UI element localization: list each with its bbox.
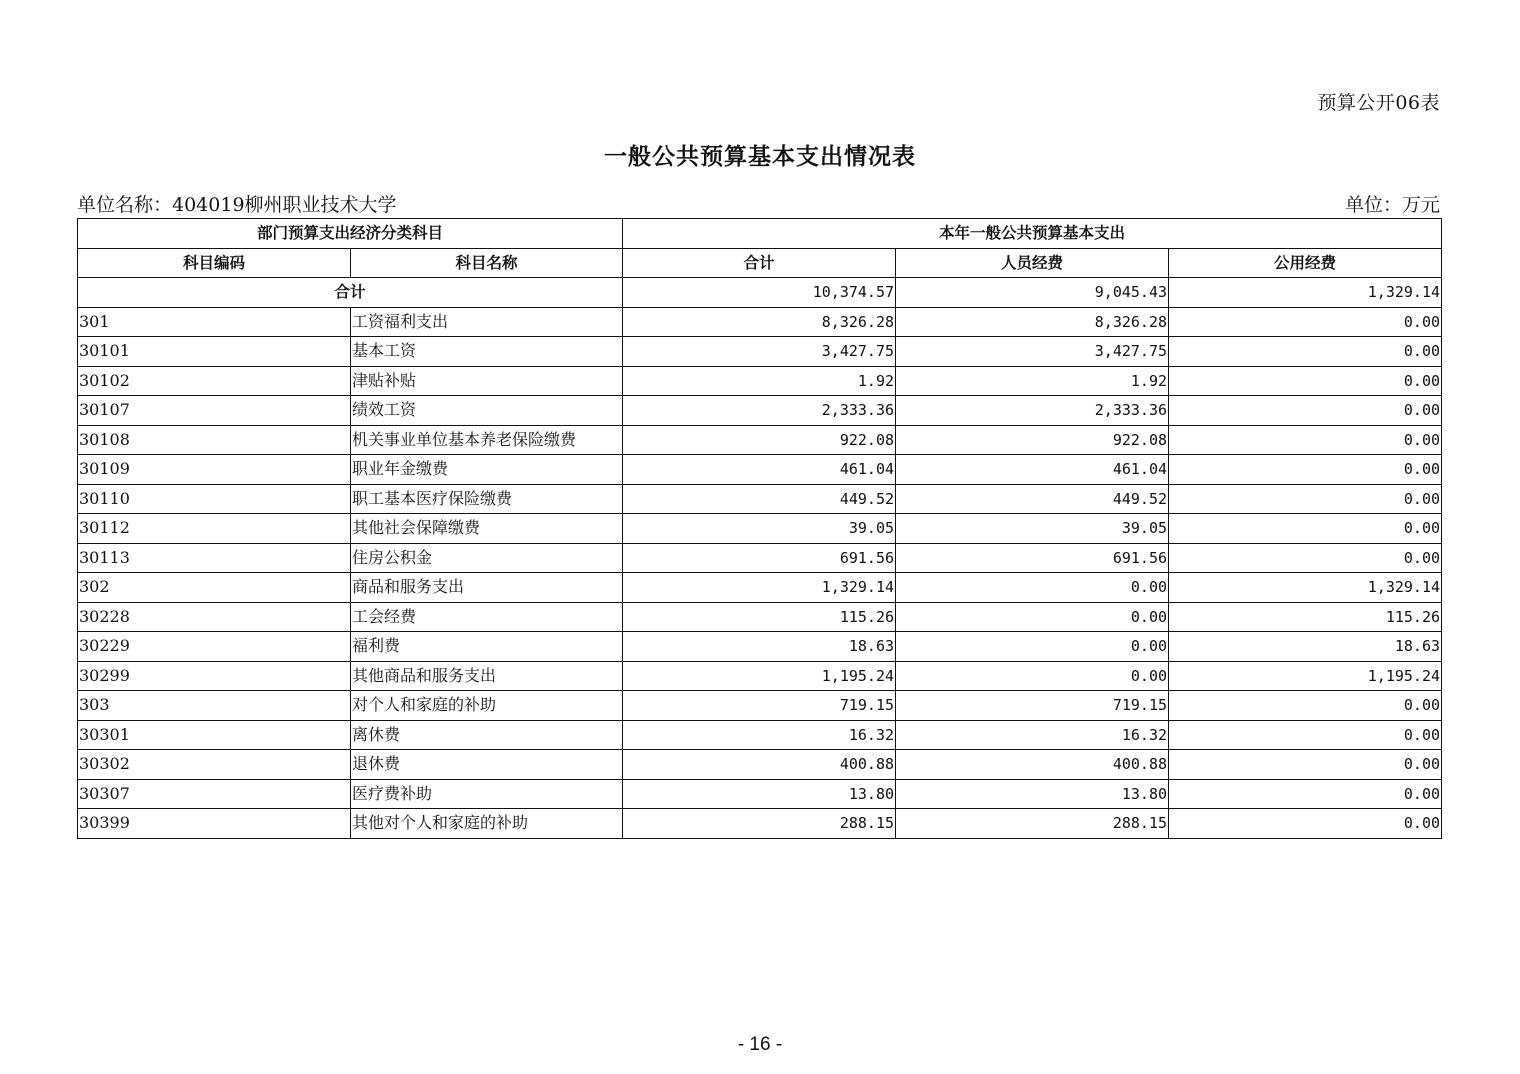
cell-public: 0.00 <box>1169 809 1442 839</box>
table-row <box>78 514 1442 544</box>
table-row <box>78 632 1442 662</box>
table-row <box>78 779 1442 809</box>
table-row <box>78 337 1442 367</box>
table-row <box>78 691 1442 721</box>
cell-code: 30113 <box>78 543 351 573</box>
cell-personnel: 39.05 <box>896 514 1169 544</box>
cell-code: 30302 <box>78 750 351 780</box>
cell-personnel: 449.52 <box>896 484 1169 514</box>
cell-code: 30102 <box>78 366 351 396</box>
cell-public: 0.00 <box>1169 425 1442 455</box>
cell-name: 绩效工资 <box>351 396 623 426</box>
currency-unit: 单位：万元 <box>1344 194 1440 216</box>
total-personnel: 9,045.43 <box>896 278 1169 308</box>
cell-personnel: 0.00 <box>896 661 1169 691</box>
cell-total: 39.05 <box>623 514 896 544</box>
cell-name: 福利费 <box>351 632 623 662</box>
cell-personnel: 3,427.75 <box>896 337 1169 367</box>
cell-public: 1,329.14 <box>1169 573 1442 603</box>
column-header-row <box>78 248 1442 278</box>
cell-public: 0.00 <box>1169 720 1442 750</box>
table-row <box>78 366 1442 396</box>
cell-code: 30112 <box>78 514 351 544</box>
cell-personnel: 2,333.36 <box>896 396 1169 426</box>
cell-total: 922.08 <box>623 425 896 455</box>
cell-name: 津贴补贴 <box>351 366 623 396</box>
cell-personnel: 8,326.28 <box>896 307 1169 337</box>
cell-total: 1.92 <box>623 366 896 396</box>
cell-total: 461.04 <box>623 455 896 485</box>
cell-personnel: 0.00 <box>896 573 1169 603</box>
table-row <box>78 307 1442 337</box>
cell-name: 退休费 <box>351 750 623 780</box>
cell-public: 0.00 <box>1169 455 1442 485</box>
page-title: 一般公共预算基本支出情况表 <box>604 144 916 170</box>
cell-total: 691.56 <box>623 543 896 573</box>
cell-code: 301 <box>78 307 351 337</box>
cell-public: 115.26 <box>1169 602 1442 632</box>
cell-personnel: 1.92 <box>896 366 1169 396</box>
cell-name: 基本工资 <box>351 337 623 367</box>
budget-table <box>77 218 1442 839</box>
table-row <box>78 809 1442 839</box>
cell-public: 0.00 <box>1169 514 1442 544</box>
cell-public: 0.00 <box>1169 307 1442 337</box>
cell-personnel: 400.88 <box>896 750 1169 780</box>
cell-personnel: 691.56 <box>896 543 1169 573</box>
cell-total: 18.63 <box>623 632 896 662</box>
cell-total: 1,195.24 <box>623 661 896 691</box>
cell-public: 0.00 <box>1169 779 1442 809</box>
cell-name: 其他对个人和家庭的补助 <box>351 809 623 839</box>
cell-public: 0.00 <box>1169 396 1442 426</box>
cell-total: 16.32 <box>623 720 896 750</box>
cell-code: 30108 <box>78 425 351 455</box>
column-header-name: 科目名称 <box>351 248 623 278</box>
total-label: 合计 <box>78 278 623 308</box>
table-row <box>78 425 1442 455</box>
cell-total: 1,329.14 <box>623 573 896 603</box>
cell-personnel: 922.08 <box>896 425 1169 455</box>
cell-total: 13.80 <box>623 779 896 809</box>
cell-total: 2,333.36 <box>623 396 896 426</box>
cell-name: 商品和服务支出 <box>351 573 623 603</box>
table-row <box>78 602 1442 632</box>
table-row <box>78 396 1442 426</box>
page-number: - 16 - <box>737 1034 783 1055</box>
table-row <box>78 750 1442 780</box>
column-header-personnel: 人员经费 <box>896 248 1169 278</box>
cell-name: 对个人和家庭的补助 <box>351 691 623 721</box>
org-name: 单位名称：404019柳州职业技术大学 <box>77 194 397 216</box>
cell-code: 303 <box>78 691 351 721</box>
cell-name: 工会经费 <box>351 602 623 632</box>
cell-public: 0.00 <box>1169 691 1442 721</box>
cell-personnel: 0.00 <box>896 632 1169 662</box>
cell-name: 职工基本医疗保险缴费 <box>351 484 623 514</box>
cell-code: 30101 <box>78 337 351 367</box>
group-header-row <box>78 219 1442 249</box>
table-row <box>78 543 1442 573</box>
cell-public: 0.00 <box>1169 337 1442 367</box>
cell-personnel: 288.15 <box>896 809 1169 839</box>
table-number: 预算公开06表 <box>1317 92 1440 114</box>
cell-code: 30228 <box>78 602 351 632</box>
cell-total: 8,326.28 <box>623 307 896 337</box>
cell-code: 30110 <box>78 484 351 514</box>
cell-name: 其他社会保障缴费 <box>351 514 623 544</box>
column-header-public: 公用经费 <box>1169 248 1442 278</box>
cell-total: 449.52 <box>623 484 896 514</box>
cell-name: 机关事业单位基本养老保险缴费 <box>351 425 623 455</box>
cell-personnel: 719.15 <box>896 691 1169 721</box>
cell-name: 离休费 <box>351 720 623 750</box>
cell-public: 1,195.24 <box>1169 661 1442 691</box>
unit-line <box>77 190 1440 216</box>
cell-code: 30299 <box>78 661 351 691</box>
cell-code: 30307 <box>78 779 351 809</box>
cell-code: 30107 <box>78 396 351 426</box>
cell-code: 30301 <box>78 720 351 750</box>
cell-public: 0.00 <box>1169 750 1442 780</box>
column-header-total: 合计 <box>623 248 896 278</box>
group-header-basic-expenditure: 本年一般公共预算基本支出 <box>623 219 1442 249</box>
cell-code: 30229 <box>78 632 351 662</box>
cell-public: 0.00 <box>1169 484 1442 514</box>
total-row <box>78 278 1442 308</box>
table-row <box>78 455 1442 485</box>
cell-total: 719.15 <box>623 691 896 721</box>
cell-code: 302 <box>78 573 351 603</box>
cell-code: 30399 <box>78 809 351 839</box>
column-header-code: 科目编码 <box>78 248 351 278</box>
cell-name: 工资福利支出 <box>351 307 623 337</box>
table-row <box>78 573 1442 603</box>
cell-name: 住房公积金 <box>351 543 623 573</box>
cell-public: 0.00 <box>1169 543 1442 573</box>
cell-personnel: 461.04 <box>896 455 1169 485</box>
cell-name: 其他商品和服务支出 <box>351 661 623 691</box>
cell-public: 0.00 <box>1169 366 1442 396</box>
group-header-economic-class: 部门预算支出经济分类科目 <box>78 219 623 249</box>
cell-total: 3,427.75 <box>623 337 896 367</box>
cell-public: 18.63 <box>1169 632 1442 662</box>
cell-personnel: 13.80 <box>896 779 1169 809</box>
cell-personnel: 0.00 <box>896 602 1169 632</box>
table-row <box>78 720 1442 750</box>
cell-total: 400.88 <box>623 750 896 780</box>
cell-name: 职业年金缴费 <box>351 455 623 485</box>
cell-total: 288.15 <box>623 809 896 839</box>
cell-code: 30109 <box>78 455 351 485</box>
cell-total: 115.26 <box>623 602 896 632</box>
cell-name: 医疗费补助 <box>351 779 623 809</box>
total-public: 1,329.14 <box>1169 278 1442 308</box>
cell-personnel: 16.32 <box>896 720 1169 750</box>
table-row <box>78 661 1442 691</box>
table-row <box>78 484 1442 514</box>
total-amount: 10,374.57 <box>623 278 896 308</box>
